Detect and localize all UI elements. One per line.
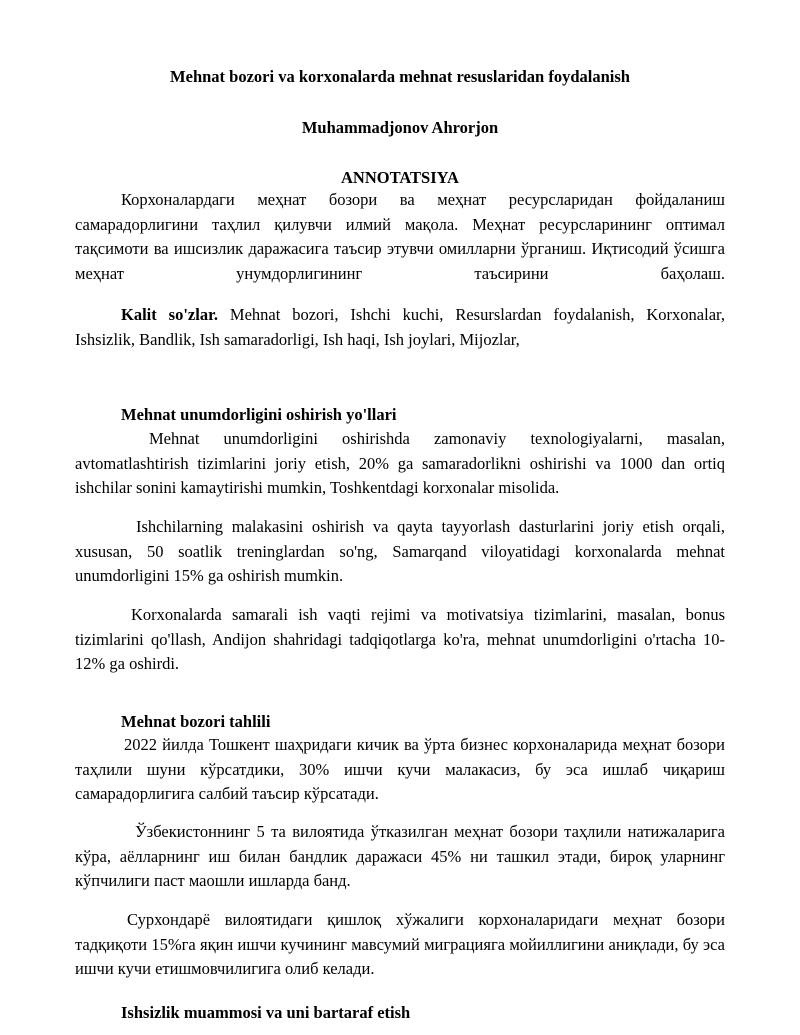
- section-paragraph: 2022 йилда Тошкент шаҳридаги кичик ва ўрта бизнес корхоналарида меҳнат бозори таҳлили шуни кўрсатдики, 30% ишчи кучи малакасиз, бу эса ишлаб чиқариш самарадорлигига салбий таъсир кўрсатади.: [75, 735, 725, 803]
- annotation-heading: ANNOTATSIYA: [341, 168, 459, 187]
- section-heading-labor-market: Mehnat bozori tahlili: [121, 712, 271, 731]
- section-paragraph: Mehnat unumdorligini oshirishda zamonaviy texnologiyalarni, masalan, avtomatlashtirish tizimlarini joriy etish, 20% ga samaradorlikni oshirishi va 1000 dan ortiq ishchilar sonini kamaytirishi mumkin, Toshkentdagi korxonalar misolida.: [75, 429, 725, 497]
- paper-title: Mehnat bozori va korxonalarda mehnat resuslaridan foydalanish: [170, 67, 630, 86]
- section-paragraph: Сурхондарё вилоятидаги қишлоқ хўжалиги корхоналаридаги меҳнат бозори тадқиқоти 15%га яқин ишчи кучининг мавсумий миграцияга мойиллигини аниқлади, бу эса ишчи кучи етишмовчилигига олиб келади.: [75, 910, 725, 978]
- section-heading-productivity: Mehnat unumdorligini oshirish yo'llari: [121, 405, 397, 424]
- keywords-label: Kalit so'zlar.: [121, 305, 219, 324]
- section-paragraph: Ishchilarning malakasini oshirish va qayta tayyorlash dasturlarini joriy etish orqali, xususan, 50 soatlik treninglardan so'ng, Samarqand viloyatidagi korxonalarda mehnat unumdorligini 15% ga oshirish mumkin.: [75, 517, 725, 585]
- annotation-paragraph: [75, 188, 725, 286]
- keywords-paragraph: [75, 303, 725, 352]
- document-page: [75, 0, 725, 1035]
- author-name: Muhammadjonov Ahrorjon: [301, 118, 499, 137]
- keywords-text: Mehnat bozori, Ishchi kuchi, Resurslardan foydalanish, Korxonalar, Ishsizlik, Bandlik, Ish samaradorligi, Ish haqi, Ish joylari, Mijozlar,: [75, 305, 725, 349]
- section-paragraph: Ўзбекистоннинг 5 та вилоятида ўтказилган меҳнат бозори таҳлили натижаларига кўра, аёлларнинг иш билан бандлик даражаси 45% ни ташкил этади, бироқ уларнинг кўпчилиги паст маошли ишларда банд.: [75, 822, 725, 890]
- section-heading-unemployment: Ishsizlik muammosi va uni bartaraf etish: [121, 1003, 411, 1022]
- section-paragraph: Korxonalarda samarali ish vaqti rejimi va motivatsiya tizimlarini, masalan, bonus tizimlarini qo'llash, Andijon shahridagi tadqiqotlarga ko'ra, mehnat unumdorligini o'rtacha 10-12% ga oshirdi.: [75, 605, 725, 673]
- annotation-text: Корхоналардаги меҳнат бозори ва меҳнат ресурсларидан фойдаланиш самарадорлигини таҳлил қилувчи илмий мақола. Меҳнат ресурсларининг оптимал тақсимоти ва ишсизлик даражасига таъсир этувчи омилларни ўрганиш. Иқтисодий ўсишга меҳнат унумдорлигининг таъсирини баҳолаш.: [75, 190, 725, 283]
